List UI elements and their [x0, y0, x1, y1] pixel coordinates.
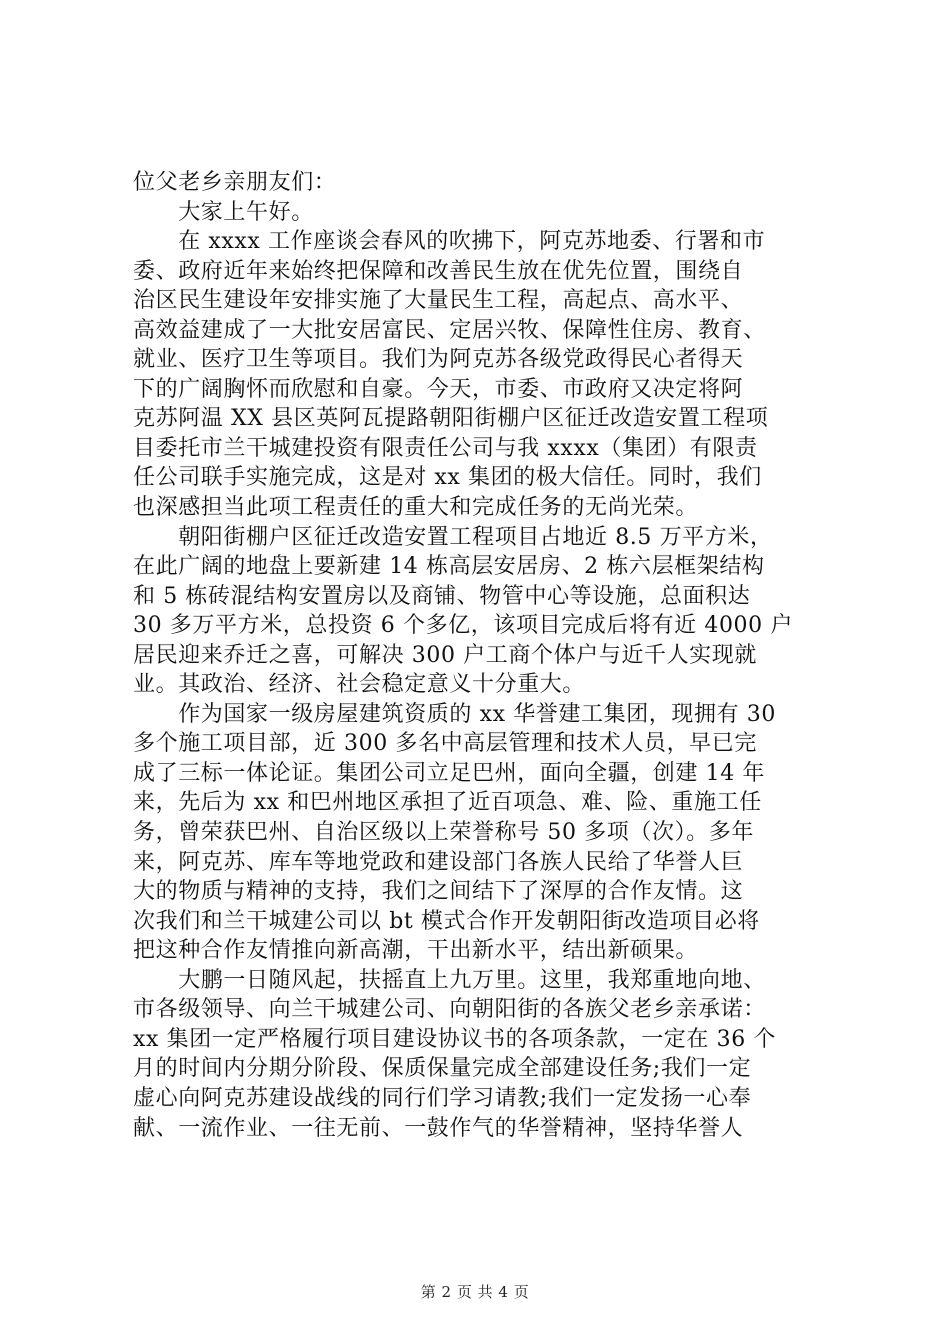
text-line: 目委托市兰干城建投资有限责任公司与我 xxxx（集团）有限责 — [133, 435, 758, 461]
text-line: 务，曾荣获巴州、自治区级以上荣誉称号 50 多项（次）。多年 — [133, 820, 754, 846]
text-line: 任公司联手实施完成，这是对 xx 集团的极大信任。同时，我们 — [133, 465, 762, 491]
text-line: 成了三标一体论证。集团公司立足巴州，面向全疆，创建 14 年 — [133, 760, 765, 786]
text-line: 来，先后为 xx 和巴州地区承担了近百项急、难、险、重施工任 — [133, 790, 762, 816]
text-line: 大的物质与精神的支持，我们之间结下了深厚的合作友情。这 — [133, 879, 744, 905]
text-line: 和 5 栋砖混结构安置房以及商铺、物管中心等设施，总面积达 — [133, 583, 751, 609]
text-line: 下的广阔胸怀而欣慰和自豪。今天，市委、市政府又决定将阿 — [133, 376, 744, 402]
text-line: 朝阳街棚户区征迁改造安置工程项目占地近 8.5 万平方米， — [133, 524, 773, 550]
text-line: 月的时间内分期分阶段、保质保量完成全部建设任务;我们一定 — [133, 1056, 752, 1082]
document-body — [133, 168, 833, 1143]
text-line: 大鹏一日随风起，扶摇直上九万里。这里，我郑重地向地、 — [133, 967, 766, 993]
text-line: 30 多万平方米，总投资 6 个多亿，该项目完成后将有近 4000 户 — [133, 613, 793, 639]
text-line: 在 xxxx 工作座谈会春风的吹拂下，阿克苏地委、行署和市 — [133, 229, 766, 255]
text-line: 就业、医疗卫生等项目。我们为阿克苏各级党政得民心者得天 — [133, 347, 744, 373]
text-line: 业。其政治、经济、社会稳定意义十分重大。 — [133, 672, 586, 698]
text-line: xx 集团一定严格履行项目建设协议书的各项条款，一定在 36 个 — [133, 1026, 776, 1052]
text-line: 高效益建成了一大批安居富民、定居兴牧、保障性住房、教育、 — [133, 317, 766, 343]
text-line: 位父老乡亲朋友们： — [133, 170, 337, 195]
text-line: 市各级领导、向兰干城建公司、向朝阳街的各族父老乡亲承诺： — [133, 997, 766, 1023]
text-line: 把这种合作友情推向新高潮，干出新水平，结出新硕果。 — [133, 938, 699, 964]
text-line: 来，阿克苏、库车等地党政和建设部门各族人民给了华誉人巨 — [133, 849, 744, 875]
text-line: 大家上午好。 — [133, 199, 314, 225]
text-line: 克苏阿温 XX 县区英阿瓦提路朝阳街棚户区征迁改造安置工程项 — [133, 406, 769, 432]
text-line: 多个施工项目部，近 300 多名中高层管理和技术人员，早已完 — [133, 731, 757, 757]
text-line: 在此广阔的地盘上要新建 14 栋高层安居房、2 栋六层框架结构 — [133, 554, 765, 580]
text-line: 献、一流作业、一往无前、一鼓作气的华誉精神，坚持华誉人 — [133, 1115, 744, 1141]
text-line: 治区民生建设年安排实施了大量民生工程，高起点、高水平、 — [133, 288, 744, 314]
text-line: 居民迎来乔迁之喜，可解决 300 户工商个体户与近千人实现就 — [133, 642, 757, 668]
text-line: 委、政府近年来始终把保障和改善民生放在优先位置，围绕自 — [133, 258, 744, 284]
text-line: 也深感担当此项工程责任的重大和完成任务的无尚光荣。 — [133, 495, 699, 521]
text-line: 作为国家一级房屋建筑资质的 xx 华誉建工集团，现拥有 30 — [133, 701, 776, 727]
text-line: 次我们和兰干城建公司以 bt 模式合作开发朝阳街改造项目必将 — [133, 908, 760, 934]
text-line: 虚心向阿克苏建设战线的同行们学习请教;我们一定发扬一心奉 — [133, 1085, 752, 1111]
page-footer: 第 2 页 共 4 页 — [420, 1283, 530, 1301]
